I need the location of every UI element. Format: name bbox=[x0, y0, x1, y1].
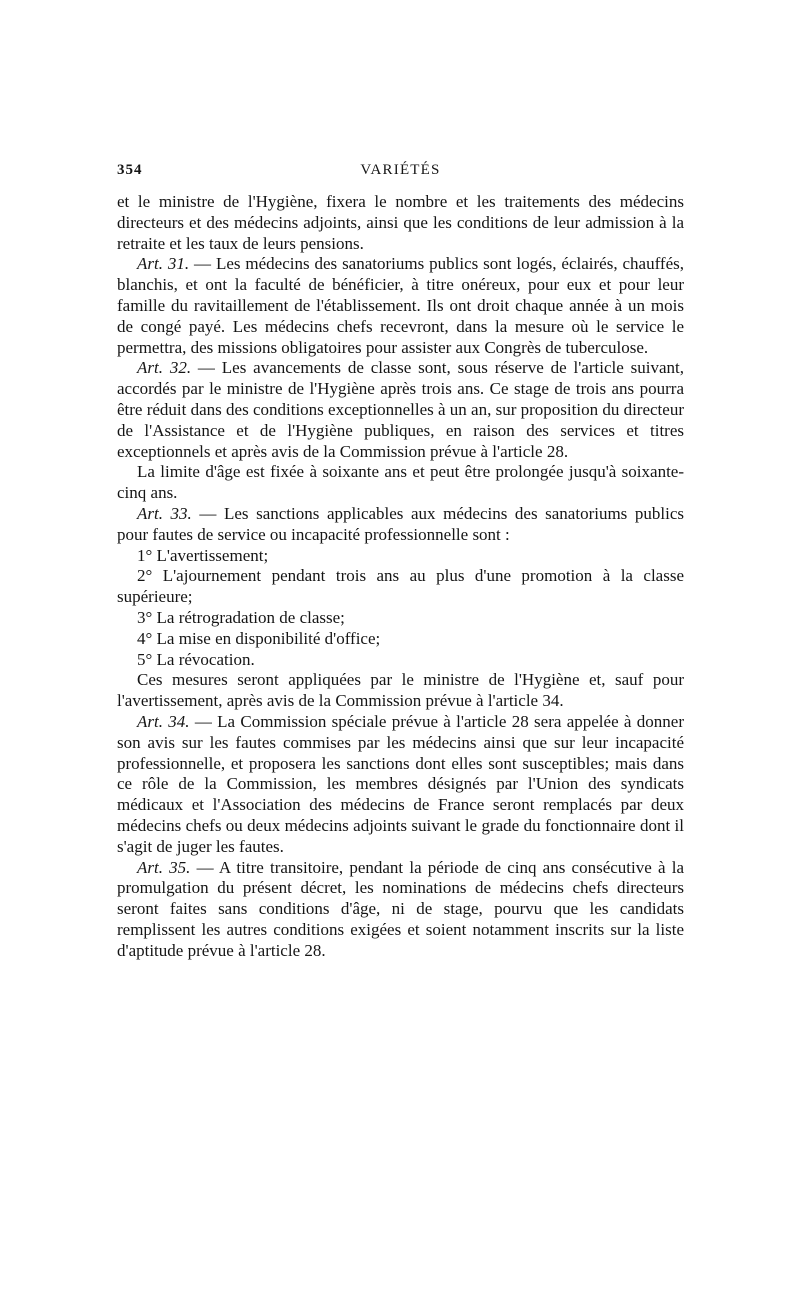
paragraph-text: Ces mesures seront appliquées par le ministre de l'Hygiène et, sauf pour l'avertissement, après avis de la Commission prévue à l'article 34. bbox=[117, 670, 684, 711]
list-item: 2° L'ajournement pendant trois ans au plus d'une promotion à la classe supérieure; bbox=[117, 566, 684, 607]
article-label: Art. 32. bbox=[137, 358, 192, 378]
page-header bbox=[117, 158, 684, 192]
article-text: — La Commission spéciale prévue à l'article 28 sera appelée à donner son avis sur les fautes commises par les médecins ainsi que sur leur incapacité professionnelle, et proposera les sanctions dont elles sont susceptibles; mais dans ce rôle de la Commission, les membres désignés par l'Union des syndicats médicaux et l'Association des médecins de France seront remplacés par deux médecins chefs ou deux médecins adjoints suivant le grade du fonctionnaire dont il s'agit de juger les fautes. bbox=[117, 711, 684, 856]
article-33 bbox=[117, 504, 684, 546]
list-item: 1° L'avertissement; bbox=[137, 545, 269, 565]
article-35 bbox=[117, 858, 684, 962]
paragraph-continuation bbox=[117, 192, 684, 254]
list-item: 3° La rétrogradation de classe; bbox=[137, 607, 345, 627]
article-31 bbox=[117, 254, 684, 358]
measures-paragraph bbox=[117, 670, 684, 712]
article-text: — Les médecins des sanatoriums publics sont logés, éclairés, chauffés, blanchis, et ont la faculté de bénéficier, à titre onéreux, pour eux et pour leur famille du ravitaillement de l'établissement. Ils ont droit chaque année à un mois de congé payé. Les médecins chefs recevront, dans la mesure où le service le permettra, des missions obligatoires pour assister aux Congrès de tuberculose. bbox=[117, 254, 684, 357]
paragraph-text: La limite d'âge est fixée à soixante ans et peut être prolongée jusqu'à soixante-cinq ans. bbox=[117, 462, 684, 503]
document-page bbox=[117, 158, 684, 961]
article-text: — Les sanctions applicables aux médecins des sanatoriums publics pour fautes de service ou incapacité professionnelle sont : bbox=[117, 503, 684, 544]
article-label: Art. 35. bbox=[137, 857, 191, 877]
list-item: 4° La mise en disponibilité d'office; bbox=[137, 628, 381, 648]
article-label: Art. 33. bbox=[137, 503, 192, 523]
article-text: — A titre transitoire, pendant la période de cinq ans consécutive à la promulgation du présent décret, les nominations de médecins chefs directeurs seront faites sans conditions d'âge, ni de stage, pourvu que les candidats remplissent les autres conditions exigées et soient notamment inscrits sur la liste d'aptitude prévue à l'article 28. bbox=[117, 857, 684, 960]
list-item: 5° La révocation. bbox=[137, 649, 255, 669]
article-text: — Les avancements de classe sont, sous réserve de l'article suivant, accordés par le ministre de l'Hygiène après trois ans. Ce stage de trois ans pourra être réduit dans des conditions exceptionnelles à un an, sur proposition du directeur de l'Assistance et de l'Hygiène publiques, en raison des services et titres exceptionnels et après avis de la Commission prévue à l'article 28. bbox=[117, 358, 684, 461]
paragraph-text: et le ministre de l'Hygiène, fixera le nombre et les traitements des médecins directeurs et des médecins adjoints, ainsi que les conditions de leur admission à la retraite et les taux de leurs pensions. bbox=[117, 192, 684, 253]
article-label: Art. 34. bbox=[137, 711, 190, 731]
page-number: 354 bbox=[117, 162, 143, 178]
age-limit-paragraph bbox=[117, 462, 684, 504]
running-title: VARIÉTÉS bbox=[360, 162, 441, 178]
article-label: Art. 31. bbox=[137, 254, 190, 274]
sanctions-list bbox=[117, 546, 684, 671]
article-32 bbox=[117, 358, 684, 462]
article-34 bbox=[117, 712, 684, 858]
